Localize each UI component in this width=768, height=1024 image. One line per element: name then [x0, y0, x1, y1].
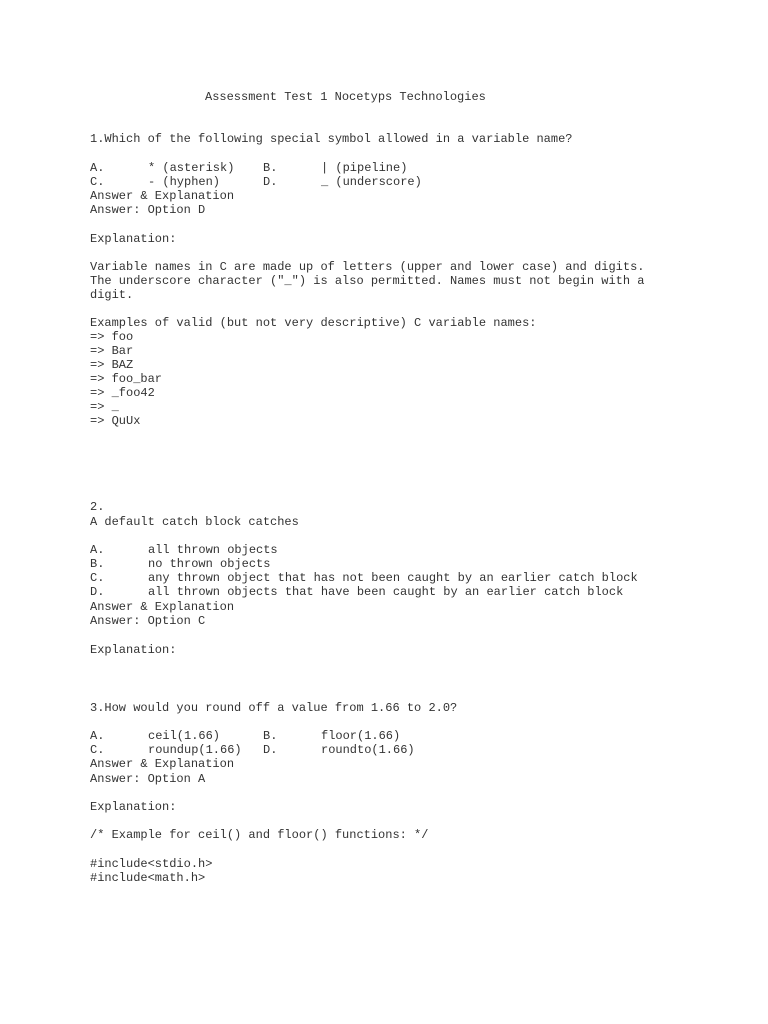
q1-option-b-letter: B. [263, 161, 278, 175]
q3-option-b-text: floor(1.66) [321, 729, 401, 743]
q1-explanation-line: digit. [90, 288, 134, 302]
q1-answer-heading: Answer & Explanation [90, 189, 235, 203]
q1-explanation-line: The underscore character ("_") is also permitted. Names must not begin with a [90, 274, 645, 288]
q3-option-a-text: ceil(1.66) [148, 729, 221, 743]
q1-answer: Answer: Option D [90, 203, 206, 217]
q3-option-d-text: roundto(1.66) [321, 743, 415, 757]
q2-answer: Answer: Option C [90, 614, 206, 628]
q1-option-c-letter: C. [90, 175, 105, 189]
q2-option-b-text: no thrown objects [148, 557, 271, 571]
q2-option-b-letter: B. [90, 557, 105, 571]
q2-option-d-text: all thrown objects that have been caught by an earlier catch block [148, 585, 624, 599]
q1-example-item: => Bar [90, 344, 134, 358]
q1-explanation-line: Variable names in C are made up of letters (upper and lower case) and digits. [90, 260, 645, 274]
q3-option-c-letter: C. [90, 743, 105, 757]
q3-option-a-letter: A. [90, 729, 105, 743]
q1-option-d-text: _ (underscore) [321, 175, 422, 189]
q2-option-a-text: all thrown objects [148, 543, 278, 557]
q1-example-item: => foo_bar [90, 372, 163, 386]
q3-question: 3.How would you round off a value from 1.66 to 2.0? [90, 701, 458, 715]
q3-option-d-letter: D. [263, 743, 278, 757]
page-title: Assessment Test 1 Nocetyps Technologies [205, 90, 486, 104]
q1-example-item: => QuUx [90, 414, 141, 428]
q2-option-d-letter: D. [90, 585, 105, 599]
q3-explanation-heading: Explanation: [90, 800, 177, 814]
q3-option-b-letter: B. [263, 729, 278, 743]
q2-number: 2. [90, 500, 105, 514]
q3-code-comment: /* Example for ceil() and floor() functions: */ [90, 828, 429, 842]
q1-explanation-heading: Explanation: [90, 232, 177, 246]
q3-option-c-text: roundup(1.66) [148, 743, 242, 757]
q1-question: 1.Which of the following special symbol allowed in a variable name? [90, 132, 573, 146]
q2-option-c-text: any thrown object that has not been caught by an earlier catch block [148, 571, 638, 585]
q1-option-d-letter: D. [263, 175, 278, 189]
q1-examples-intro: Examples of valid (but not very descriptive) C variable names: [90, 316, 537, 330]
q1-example-item: => BAZ [90, 358, 134, 372]
q1-option-c-text: - (hyphen) [148, 175, 221, 189]
q1-option-a-letter: A. [90, 161, 105, 175]
q1-option-b-text: | (pipeline) [321, 161, 408, 175]
q3-code-line: #include<stdio.h> [90, 857, 213, 871]
q1-option-a-text: * (asterisk) [148, 161, 235, 175]
q1-example-item: => foo [90, 330, 134, 344]
q2-answer-heading: Answer & Explanation [90, 600, 235, 614]
q2-explanation-heading: Explanation: [90, 643, 177, 657]
q2-question: A default catch block catches [90, 515, 299, 529]
q3-answer: Answer: Option A [90, 772, 206, 786]
q3-answer-heading: Answer & Explanation [90, 757, 235, 771]
q2-option-c-letter: C. [90, 571, 105, 585]
q1-example-item: => _foo42 [90, 386, 155, 400]
q2-option-a-letter: A. [90, 543, 105, 557]
q3-code-line: #include<math.h> [90, 871, 206, 885]
q1-example-item: => _ [90, 400, 119, 414]
